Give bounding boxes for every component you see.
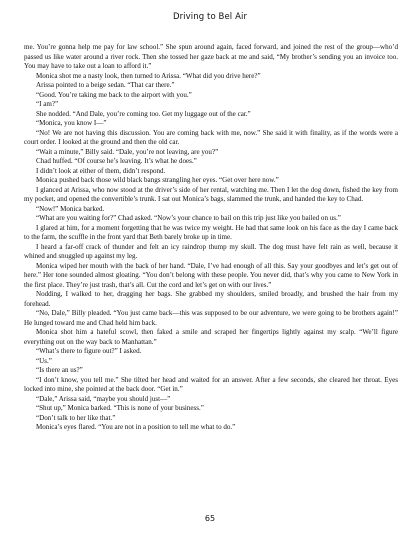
- paragraph: I heard a far-off crack of thunder and felt an icy raindrop thump my skull. The dog must have felt rain as well, because it whined and snuggled up against my leg.: [24, 242, 398, 260]
- paragraph: I glared at him, for a moment forgetting that he was twice my weight. He had that same look on his face as the day I came back to the farm, the scuffle in the front yard that Beth barely broke up in time.: [24, 223, 398, 241]
- paragraph: Monica shot me a nasty look, then turned to Arissa. “What did you drive here?”: [36, 71, 261, 80]
- paragraph: “I am?”: [36, 100, 59, 108]
- body-text: [24, 43, 398, 433]
- paragraph: Monica pushed back those wild black bangs strangling her eyes. “Get over here now.”: [36, 176, 279, 184]
- paragraph: “Don’t talk to her like that.”: [36, 413, 116, 422]
- paragraph: Monica’s eyes flared. “You are not in a position to tell me what to do.”: [36, 423, 236, 431]
- paragraph: me. You’re gonna help me pay for law school.” She spun around again, faced forward, and joined the rest of the group—who’d passed us like water around a river rock. Then she tossed her gaze back at me and said, “My brother’s sending you an invoice too. You may have to take out a loan to afford it.”: [24, 43, 398, 70]
- paragraph: Monica wiped her mouth with the back of her hand. “Dale, I’ve had enough of all this. Say your goodbyes and let’s get out of here.” Her tone sounded almost gloating. “You don’t belong with these people. You never did, that’s why you came to New York in the first place. They’re just trash, that’s all. Cut the cord and let’s get on with our lives.”: [24, 261, 398, 289]
- paragraph: “Dale,” Arissa said, “maybe you should just—”: [36, 394, 171, 403]
- paragraph: Monica shot him a hateful scowl, then faked a smile and scraped her fingertips lightly against my scalp. “We’ll figure everything out on the way back to Manhattan.”: [24, 328, 398, 346]
- paragraph: She nodded. “And Dale, you’re coming too. Get my luggage out of the car.”: [36, 109, 251, 118]
- paragraph: “Monica, you know I—”: [36, 119, 107, 127]
- paragraph: Nodding, I walked to her, dragging her bags. She grabbed my shoulders, smiled broadly, and brushed the hair from my forehead.: [24, 290, 398, 308]
- paragraph: “I don’t know, you tell me.” She tilted her head and waited for an answer. After a few seconds, she cleared her throat. Eyes locked into mine, she pointed at the back door. “Get in.”: [24, 375, 398, 393]
- paragraph: I glanced at Arissa, who now stood at the driver’s side of her rental, watching me. Then I let the dog down, fished the key from my pocket, and opened the convertible’s trunk. I sat out Monica’s bags, slammed the trunk, and handed the key to Chad.: [24, 185, 398, 203]
- paragraph: “No! We are not having this discussion. You are coming back with me, now.” She said it with finality, as if the words were a court order. I looked at the ground and then the old car.: [24, 128, 398, 146]
- paragraph: Arissa pointed to a beige sedan. “That car there.”: [36, 81, 175, 89]
- paragraph: “What are you waiting for?” Chad asked. “Now’s your chance to bail on this trip just like you bailed on us.”: [36, 214, 341, 222]
- paragraph: “No, Dale,” Billy pleaded. “You just came back—this was supposed to be our adventure, we were going to be brothers again!” He lunged toward me and Chad held him back.: [24, 309, 398, 327]
- paragraph: “Us.”: [36, 356, 52, 365]
- running-head: Driving to Bel Air: [172, 12, 248, 22]
- paragraph: “What’s there to figure out?” I asked.: [36, 347, 142, 355]
- paragraph: Chad huffed. “Of course he’s leaving. It’s what he does.”: [36, 157, 197, 165]
- paragraph: “Good. You’re taking me back to the airport with you.”: [36, 90, 192, 99]
- paragraph: I didn’t look at either of them, didn’t respond.: [36, 166, 166, 175]
- paragraph: “Is there an us?”: [36, 366, 83, 374]
- page-number: 65: [204, 514, 216, 523]
- paragraph: “Wait a minute,” Billy said. “Dale, you’re not leaving, are you?”: [36, 147, 219, 156]
- paragraph: “Shut up,” Monica barked. “This is none of your business.”: [36, 404, 204, 412]
- paragraph: “Now!” Monica barked.: [36, 204, 105, 213]
